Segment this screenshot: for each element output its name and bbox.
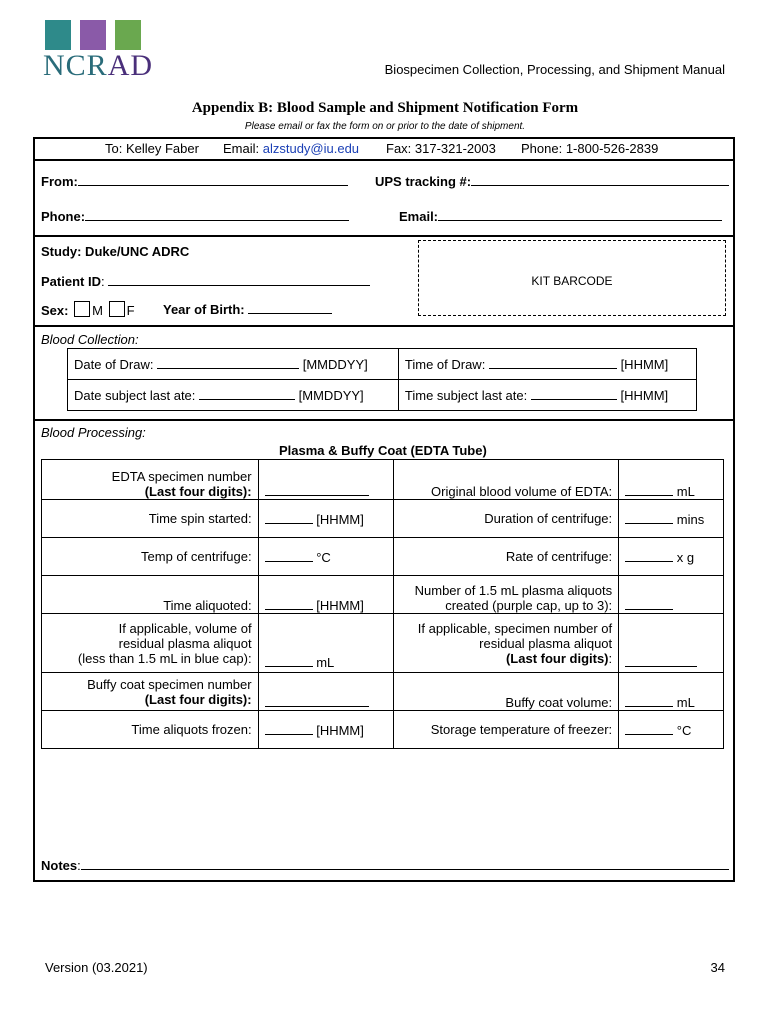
num-aliquots-input[interactable] xyxy=(619,576,724,614)
email-field[interactable]: Email: xyxy=(399,208,722,224)
version-label: Version (03.2021) xyxy=(45,960,148,975)
blood-collection-heading: Blood Collection: xyxy=(41,332,139,347)
residual-vol-input[interactable]: mL xyxy=(258,614,394,673)
rate-label: Rate of centrifuge: xyxy=(394,538,619,576)
contact-to: To: Kelley Faber xyxy=(105,141,199,156)
sex-field: Sex: M F xyxy=(41,303,135,318)
storage-label: Storage temperature of freezer: xyxy=(394,711,619,749)
residual-vol-label: If applicable, volume of residual plasma aliquot (less than 1.5 mL in blue cap): xyxy=(42,614,259,673)
aliquoted-input[interactable]: [HHMM] xyxy=(258,576,394,614)
manual-title: Biospecimen Collection, Processing, and Shipment Manual xyxy=(384,62,725,77)
spin-label: Time spin started: xyxy=(42,500,259,538)
date-of-draw-cell[interactable]: Date of Draw: [MMDDYY] xyxy=(68,349,399,380)
sex-f-checkbox[interactable] xyxy=(109,301,125,317)
page-number: 34 xyxy=(710,960,725,975)
patient-id-field[interactable]: Patient ID: xyxy=(41,273,370,289)
frozen-label: Time aliquots frozen: xyxy=(42,711,259,749)
logo-dna-icon xyxy=(45,20,71,50)
email-link[interactable]: alzstudy@iu.edu xyxy=(262,141,360,156)
notes-field[interactable]: Notes: xyxy=(41,857,729,873)
kit-barcode-box: KIT BARCODE xyxy=(418,240,726,316)
edta-label: EDTA specimen number (Last four digits): xyxy=(42,460,259,500)
processing-table xyxy=(41,459,724,749)
collection-table xyxy=(67,348,697,411)
date-last-ate-cell[interactable]: Date subject last ate: [MMDDYY] xyxy=(68,380,399,411)
contact-fax: Fax: 317-321-2003 xyxy=(386,141,496,156)
ups-field[interactable]: UPS tracking #: xyxy=(375,173,729,189)
time-last-ate-cell[interactable]: Time subject last ate: [HHMM] xyxy=(398,380,696,411)
study-label: Study: Duke/UNC ADRC xyxy=(41,244,190,259)
logo-building-icon xyxy=(115,20,141,50)
buffy-vol-label: Buffy coat volume: xyxy=(394,673,619,711)
frozen-input[interactable]: [HHMM] xyxy=(258,711,394,749)
residual-num-input[interactable] xyxy=(619,614,724,673)
aliquoted-label: Time aliquoted: xyxy=(42,576,259,614)
duration-input[interactable]: mins xyxy=(619,500,724,538)
rate-input[interactable]: x g xyxy=(619,538,724,576)
form-title: Appendix B: Blood Sample and Shipment Notification Form xyxy=(191,100,579,116)
orig-vol-input[interactable]: mL xyxy=(619,460,724,500)
num-aliquots-label: Number of 1.5 mL plasma aliquots created (purple cap, up to 3): xyxy=(394,576,619,614)
edta-input[interactable] xyxy=(258,460,394,500)
temp-input[interactable]: °C xyxy=(258,538,394,576)
divider xyxy=(33,235,735,237)
duration-label: Duration of centrifuge: xyxy=(394,500,619,538)
divider xyxy=(33,159,735,161)
divider xyxy=(33,419,735,421)
phone-field[interactable]: Phone: xyxy=(41,208,349,224)
residual-num-label: If applicable, specimen number of residual plasma aliquot (Last four digits): xyxy=(394,614,619,673)
form-subtitle: Please email or fax the form on or prior to the date of shipment. xyxy=(244,121,526,132)
yob-field[interactable]: Year of Birth: xyxy=(163,301,332,317)
contact-email: Email: alzstudy@iu.edu xyxy=(223,141,360,156)
logo-text: NCRAD xyxy=(43,49,154,82)
buffy-vol-input[interactable]: mL xyxy=(619,673,724,711)
temp-label: Temp of centrifuge: xyxy=(42,538,259,576)
orig-vol-label: Original blood volume of EDTA: xyxy=(394,460,619,500)
sex-m-checkbox[interactable] xyxy=(74,301,90,317)
time-of-draw-cell[interactable]: Time of Draw: [HHMM] xyxy=(398,349,696,380)
from-field[interactable]: From: xyxy=(41,173,348,189)
plasma-table-title: Plasma & Buffy Coat (EDTA Tube) xyxy=(279,443,487,458)
buffy-label: Buffy coat specimen number (Last four digits): xyxy=(42,673,259,711)
divider xyxy=(33,325,735,327)
storage-input[interactable]: °C xyxy=(619,711,724,749)
blood-processing-heading: Blood Processing: xyxy=(41,425,146,440)
logo-people-icon xyxy=(80,20,106,50)
contact-phone: Phone: 1-800-526-2839 xyxy=(521,141,659,156)
spin-input[interactable]: [HHMM] xyxy=(258,500,394,538)
buffy-input[interactable] xyxy=(258,673,394,711)
